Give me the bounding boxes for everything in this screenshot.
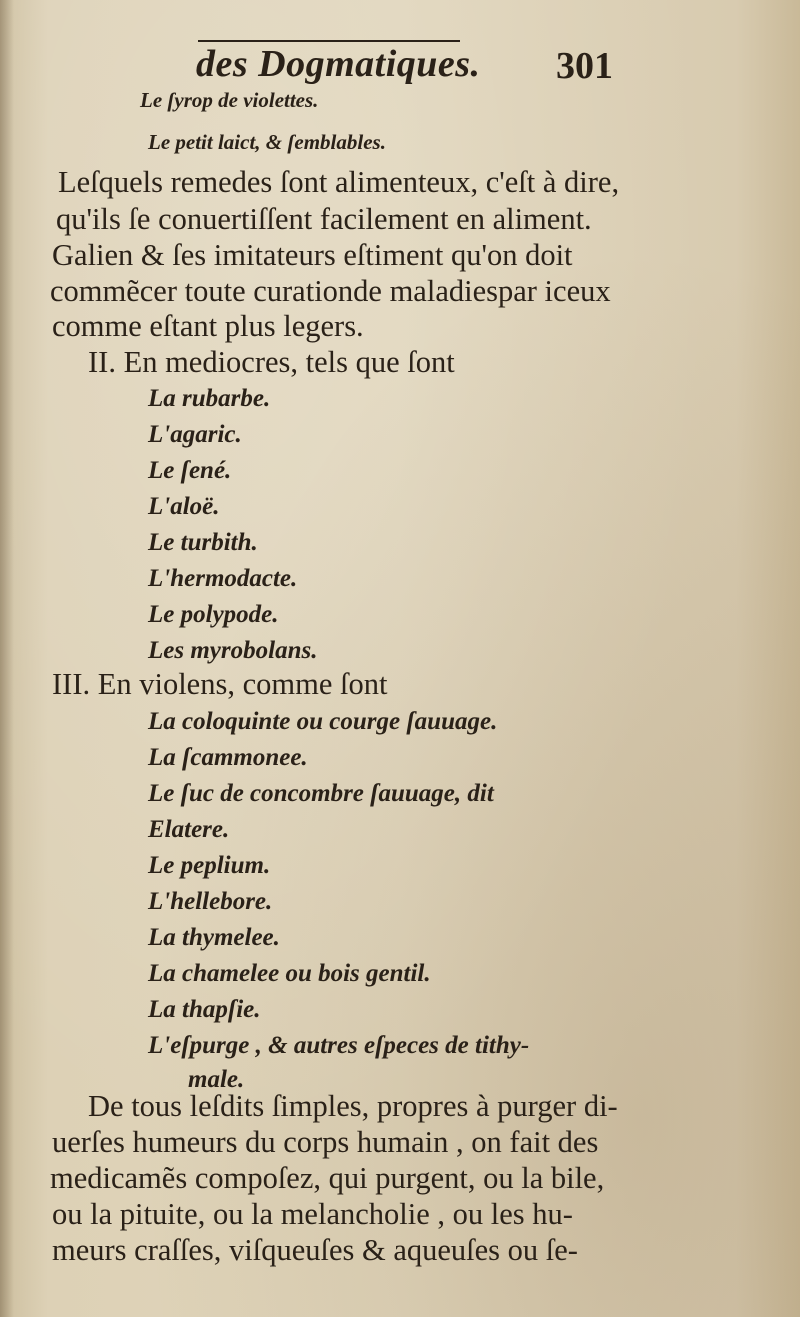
text-line: II. En mediocres, tels que ſont [88,345,455,379]
text-line: III. En violens, comme ſont [52,667,388,701]
text-line: La rubarbe. [148,385,271,412]
text-line: Le petit laict, & ſemblables. [148,130,386,154]
text-line: Elatere. [148,816,230,843]
text-line: meurs craſſes, viſqueuſes & aqueuſes ou ſe- [52,1233,578,1267]
text-line: Le turbith. [148,529,258,556]
text-line: La chamelee ou bois gentil. [148,960,431,987]
gutter-shadow [0,0,14,1317]
text-line: medicamẽs compoſez, qui purgent, ou la bile, [50,1161,605,1195]
text-line: Le peplium. [148,852,271,879]
text-line: qu'ils ſe conuertiſſent facilement en aliment. [56,202,592,236]
text-line: Galien & ſes imitateurs eſtiment qu'on doit [52,238,573,272]
text-line: L'eſpurge , & autres eſpeces de tithy- [148,1032,530,1059]
page-number: 301 [556,45,613,87]
text-line: Leſquels remedes ſont alimenteux, c'eſt à dire, [58,165,620,199]
text-line: Les myrobolans. [148,637,318,664]
text-line: Le ſuc de concombre ſauuage, dit [148,780,494,807]
text-line: L'aloë. [148,493,220,520]
text-line: Le ſené. [148,457,232,484]
text-line: La thapſie. [148,996,261,1023]
text-line: uerſes humeurs du corps humain , on fait des [52,1125,599,1159]
text-line: La coloquinte ou courge ſauuage. [148,708,498,735]
text-line: Le ſyrop de violettes. [140,88,319,112]
text-line: commẽcer toute curationde maladiespar iceux [50,274,611,308]
text-line: L'hermodacte. [148,565,298,592]
text-line: L'hellebore. [148,888,273,915]
text-line: La thymelee. [148,924,280,951]
text-line: La ſcammonee. [148,744,308,771]
text-line: Le polypode. [148,601,279,628]
text-line: male. [188,1066,245,1093]
text-line: comme eſtant plus legers. [52,309,364,343]
text-line: De tous leſdits ſimples, propres à purger di- [88,1089,618,1123]
running-header: des Dogmatiques. [196,43,481,85]
text-line: L'agaric. [148,421,242,448]
text-line: ou la pituite, ou la melancholie , ou les hu- [52,1197,573,1231]
